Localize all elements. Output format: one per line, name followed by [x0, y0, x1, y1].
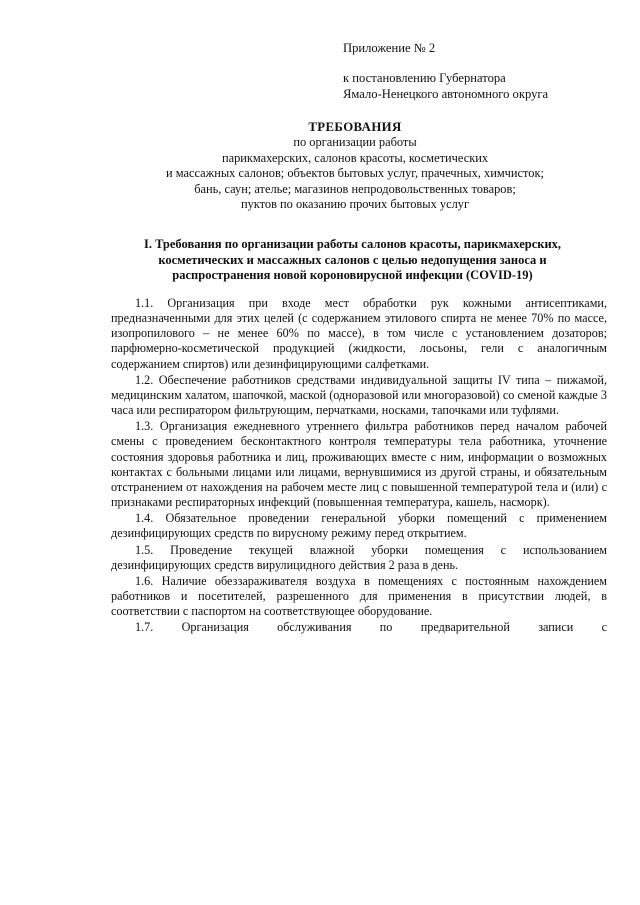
paragraph-1-7: 1.7. Организация обслуживания по предварительной записи с — [135, 620, 607, 635]
title-line: по организации работы — [293, 135, 417, 150]
title-line: парикмахерских, салонов красоты, косметических — [221, 150, 489, 165]
appendix-decree: к постановлению Губернатора — [343, 71, 506, 85]
paragraph-1-5: 1.5. Проведение текущей влажной уборки помещения с использованием дезинфицирующих средств вирулицидного действия 2 раза в день. — [111, 542, 607, 572]
document-title — [110, 120, 600, 212]
appendix-note — [343, 40, 548, 102]
title-line: пуктов по оказанию прочих бытовых услуг — [240, 197, 470, 212]
paragraph-1-3: 1.3. Организация ежедневного утреннего фильтра работников перед началом рабочей смены с проведением бесконтактного контроля температуры тела работника, уточнение состояния здоровья работника и лиц, проживающих вместе с ним, информации о возможных контактах с больными лицами или лицами, вернувшимися из другой страны, и обязательным отстранением от нахождения на рабочем месте лиц с повышенной температурой тела и (или) с признаками респираторных инфекций (повышенная температура, кашель, насморк). — [111, 419, 607, 510]
section-heading — [95, 237, 610, 284]
paragraph-1-6: 1.6. Наличие обеззараживателя воздуха в помещениях с постоянным нахождением работников и посетителей, разрешенного для применения в присутствии людей, в соответствии с паспортом на соответствующее оборудование. — [111, 573, 607, 619]
title-heading: ТРЕБОВАНИЯ — [308, 120, 402, 134]
paragraph-1-4: 1.4. Обязательное проведении генеральной уборки помещений с применением дезинфицирующих средств по вирусному режиму перед открытием. — [111, 511, 607, 541]
document-body — [111, 296, 607, 636]
section-heading-line: I. Требования по организации работы салонов красоты, парикмахерских, — [143, 237, 562, 251]
paragraph-1-2: 1.2. Обеспечение работников средствами индивидуальной защиты IV типа – пижамой, медицинским халатом, шапочкой, маской (одноразовой или многоразовой) со сменой каждые 3 часа или респиратором фильтрующим, перчатками, носками, тапочками или туфлями. — [111, 372, 607, 418]
paragraph-1-1: 1.1. Организация при входе мест обработки рук кожными антисептиками, предназначенными для этих целей (с содержанием этилового спирта не менее 70% по массе, изопропилового – не менее 60% по массе), в том числе с установлением дозаторов; парфюмерно-косметической продукцией (жидкости, лосьоны, гели с аналогичным содержанием спиртов) или дезинфицирующими салфетками. — [111, 296, 607, 371]
title-line: и массажных салонов; объектов бытовых услуг, прачечных, химчисток; — [166, 166, 544, 181]
appendix-region: Ямало-Ненецкого автономного округа — [343, 87, 549, 101]
appendix-number: Приложение № 2 — [343, 41, 436, 55]
section-heading-line: распространения новой короновирусной инфекции (COVID-19) — [172, 268, 533, 283]
section-heading-line: косметических и массажных салонов с целью недопущения заноса и — [158, 252, 547, 267]
appendix-spacer — [343, 56, 548, 70]
title-line: бань, саун; ателье; магазинов непродовольственных товаров; — [194, 181, 516, 196]
